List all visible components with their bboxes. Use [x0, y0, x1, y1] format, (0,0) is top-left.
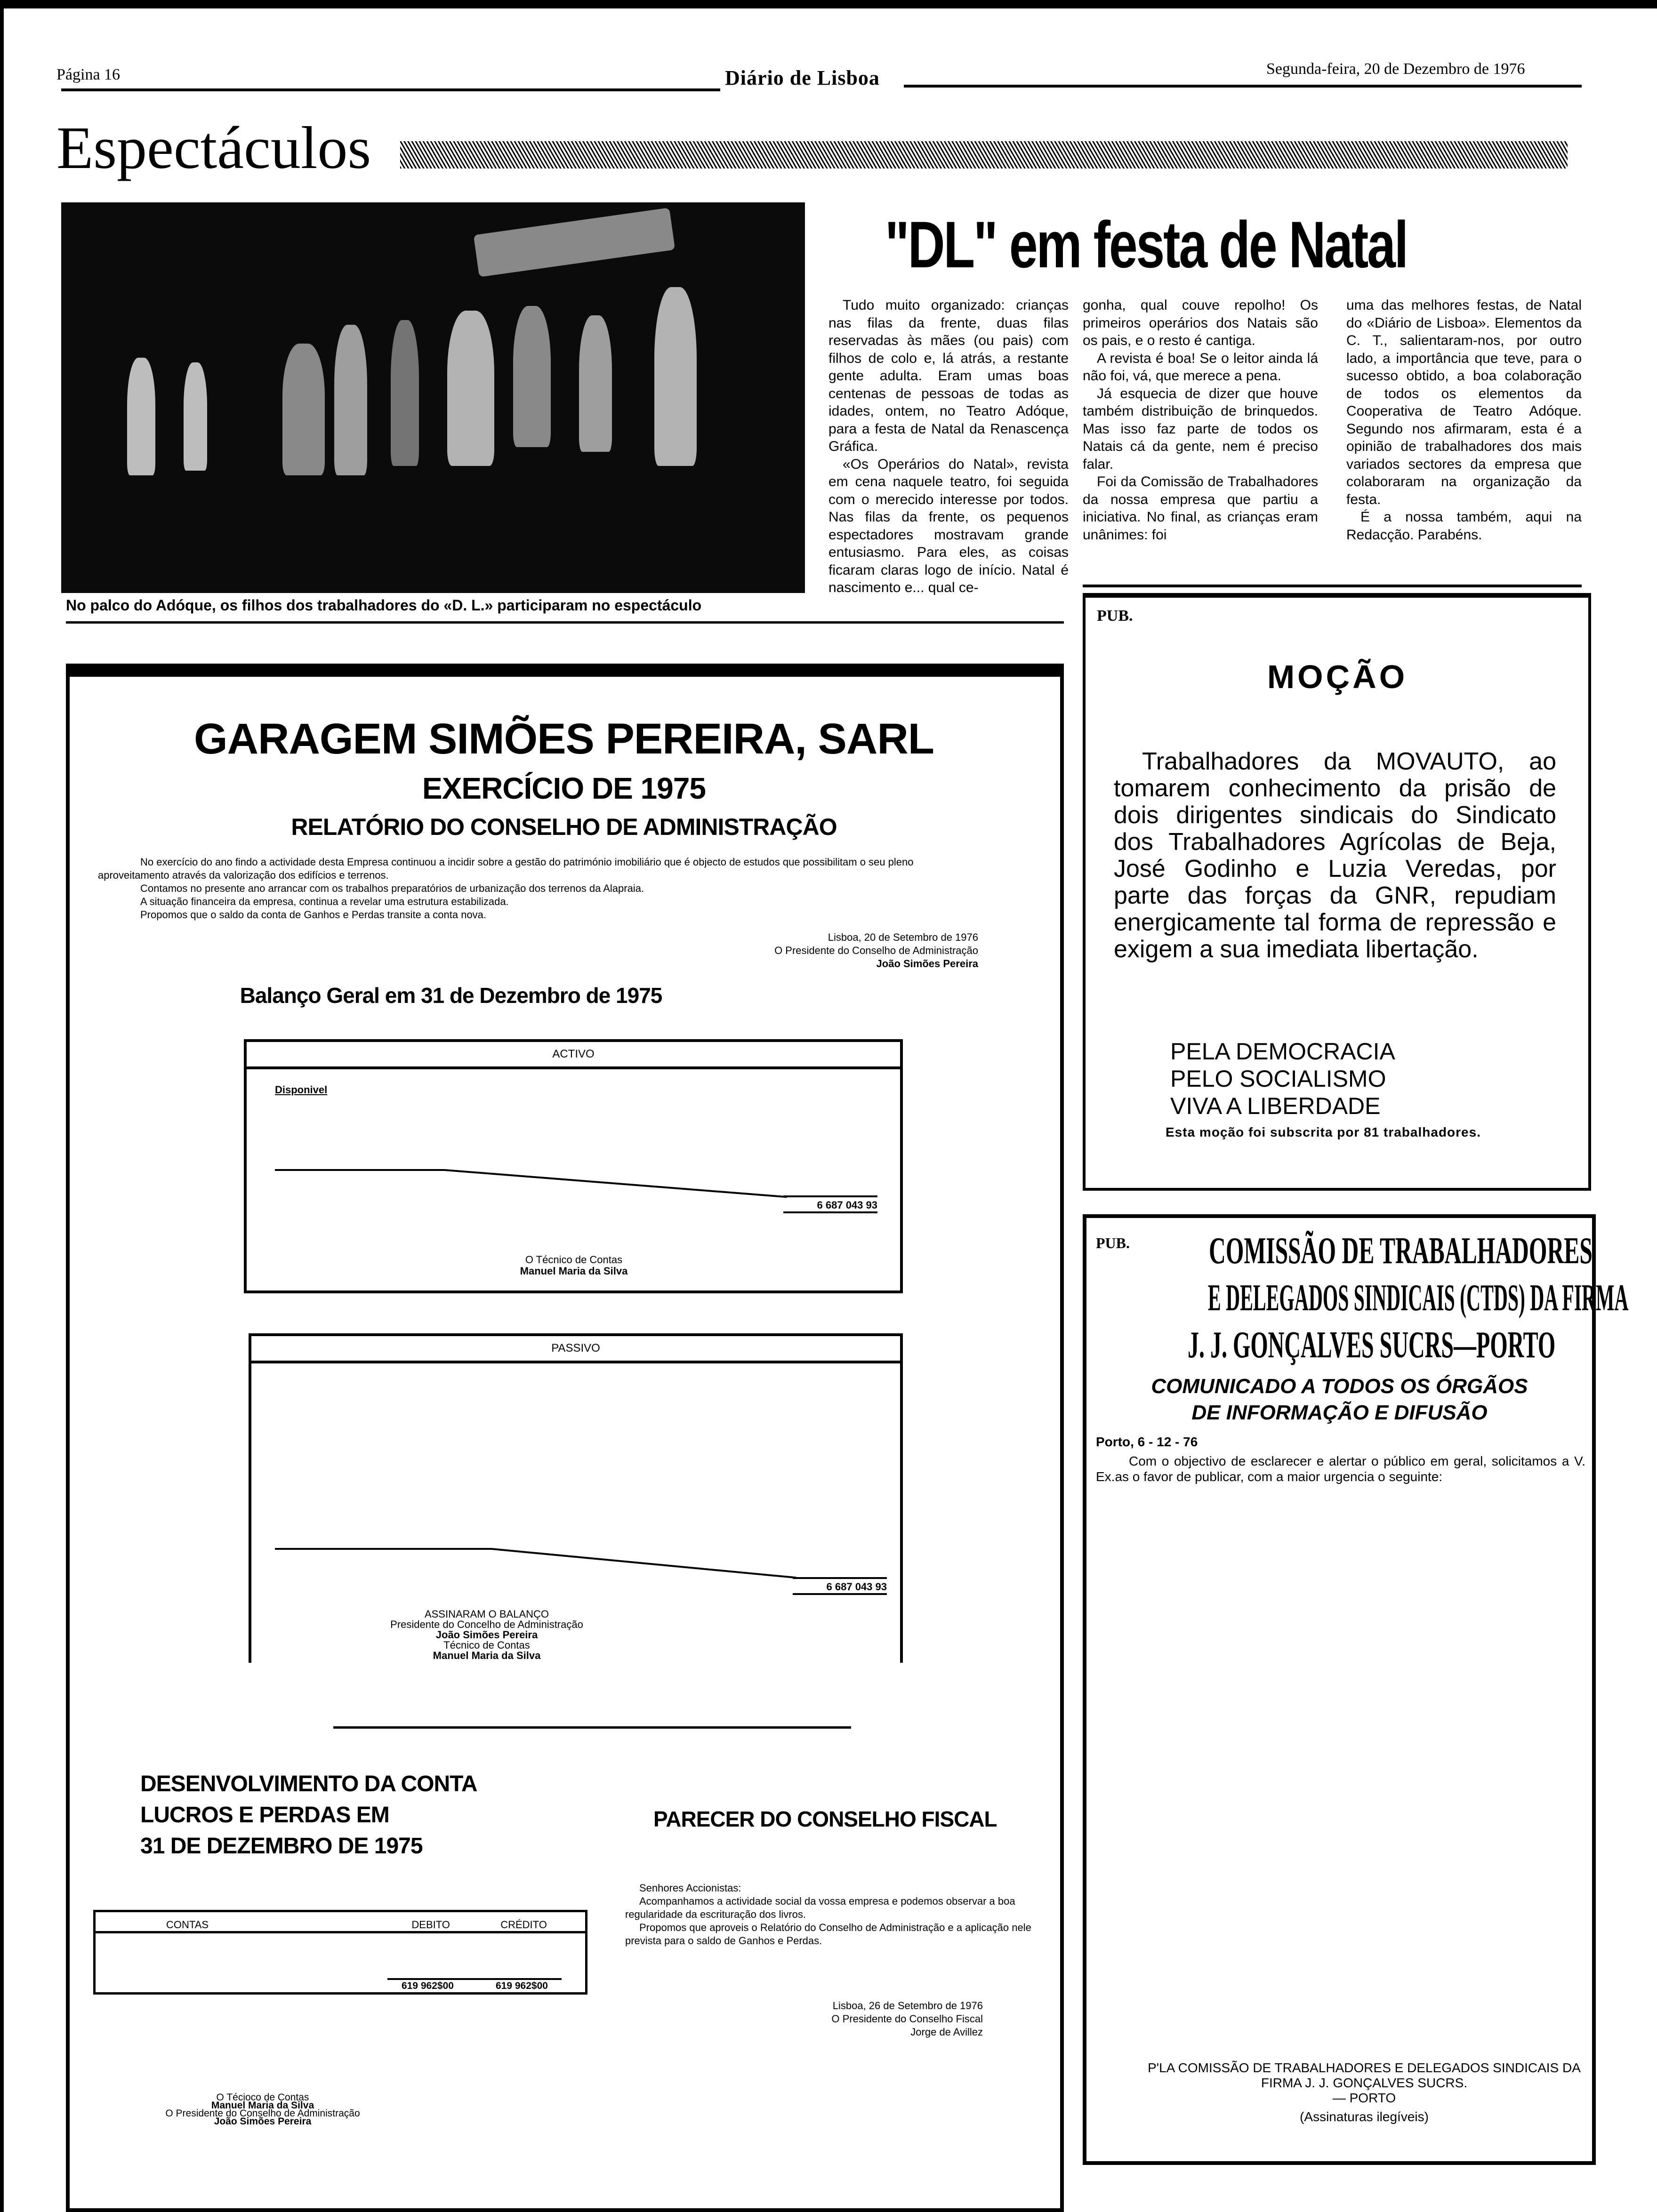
divider: [275, 1169, 444, 1171]
divider: [275, 1548, 491, 1550]
title-line: COMISSÃO DE TRABALHADORES: [1209, 1230, 1593, 1272]
article-column-2: [1083, 297, 1318, 544]
masthead-rule-right: [904, 85, 1582, 88]
col-header: CRÉDITO: [500, 1919, 547, 1931]
passivo-header: PASSIVO: [251, 1336, 900, 1363]
section-divider: [333, 1726, 851, 1729]
sign-role: Técnico de Contas: [443, 1639, 530, 1651]
section-hatch-bar: [400, 141, 1568, 168]
report-paragraph: A situação financeira da empresa, continua a revelar uma estrutura estabilizada.: [140, 896, 509, 907]
passivo-grand-total: 6 687 043 93: [793, 1581, 887, 1595]
mocao-slogans: [1170, 1038, 1395, 1120]
paragraph: Propomos que aproveis o Relatório do Conselho de Administração e a aplicação nele prevista para o saldo de Ganhos e Perdas.: [625, 1922, 1031, 1947]
sign-name: João Simões Pereira: [876, 958, 978, 970]
lucros-total-debito: 619 962$00: [402, 1980, 454, 1991]
lucros-signatures: [117, 2093, 409, 2125]
fiscal-year-title: EXERCÍCIO DE 1975: [422, 771, 706, 805]
ctds-signature: [1143, 2060, 1585, 2124]
slogan: PELO SOCIALISMO: [1170, 1066, 1386, 1092]
article-headline: "DL" em festa de Natal: [885, 208, 1408, 281]
activo-header: ACTIVO: [247, 1042, 900, 1069]
ctds-intro: Com o objectivo de esclarecer e alertar o público em geral, solicitamos a V. Ex.as o favor de publicar, com a maior urgencia o seguinte:: [1096, 1454, 1585, 1484]
activo-sign-role: O Técnico de Contas: [525, 1254, 623, 1266]
parecer-title: PARECER DO CONSELHO FISCAL: [653, 1807, 997, 1831]
lucros-rows: [96, 1933, 585, 1938]
divider: [444, 1169, 787, 1198]
title-line: DESENVOLVIMENTO DA CONTA: [140, 1771, 477, 1796]
parecer-body: [625, 1882, 1068, 1948]
page-top-border: [0, 0, 1657, 8]
ctds-advert: [1083, 1214, 1629, 2165]
activo-sign-name: Manuel Maria da Silva: [520, 1265, 628, 1277]
ctds-title: [1086, 1227, 1629, 1369]
signature-line: — PORTO: [1332, 2091, 1396, 2105]
divider: [387, 1978, 562, 1980]
parecer-signature: [766, 1999, 983, 2039]
report-signature: [635, 931, 978, 970]
sign-name: Manuel Maria da Silva: [433, 1650, 541, 1661]
mocao-advert: [1083, 593, 1591, 1191]
sign-date: Lisboa, 26 de Setembro de 1976: [832, 2000, 983, 2012]
sign-role: O Presidente do Conselho de Administração: [774, 945, 978, 956]
report-paragraph: No exercício do ano findo a actividade desta Empresa continuou a incidir sobre a gestão do património imobiliário que é objecto de estudos que possibilitam o seu pleno aproveitamento através da valorização dos edifícios e terrenos.: [98, 856, 914, 881]
paragraph: «Os Operários do Natal», revista em cena naquele teatro, foi seguida com o merecido interesse por todos. Nas filas da frente, os pequenos espectadores mostravam grande entusiasmo. Para eles, as coisas ficaram claras logo de início. Natal é nascimento e... qual ce-: [828, 456, 1069, 595]
paragraph: gonha, qual couve repolho! Os primeiros operários dos Natais são os pais, e o resto é cantiga.: [1083, 297, 1318, 348]
activo-table: [244, 1039, 903, 1293]
title-line: E DELEGADOS SINDICAIS (CTDS) DA FIRMA: [1208, 1277, 1629, 1319]
sign-role: O Técioco de Contas: [216, 2092, 309, 2103]
sign-name: João Simões Pereira: [214, 2116, 312, 2127]
mocao-title: MOÇÃO: [1267, 658, 1408, 695]
slogan: PELA DEMOCRACIA: [1170, 1038, 1395, 1065]
pub-label: PUB.: [1097, 607, 1133, 625]
sign-heading: ASSINARAM O BALANÇO: [424, 1608, 549, 1620]
sign-role: O Presidente do Conselho Fiscal: [831, 2013, 983, 2025]
lucros-table: [93, 1910, 587, 1995]
paragraph: Já esquecia de dizer que houve também distribuição de brinquedos. Mas isso faz parte de todos os Natais cá da gente, nem é preciso falar.: [1083, 385, 1318, 472]
article-column-3: [1346, 297, 1582, 544]
subtitle-line: DE INFORMAÇÃO E DIFUSÃO: [1191, 1401, 1488, 1424]
lucros-title: [140, 1769, 477, 1862]
sign-role: O Presidente do Conselho de Administração: [165, 2108, 360, 2119]
passivo-table: [249, 1333, 903, 1663]
ctds-dateline: Porto, 6 - 12 - 76: [1096, 1435, 1198, 1449]
stage-photo: [61, 202, 805, 593]
subtitle-line: COMUNICADO A TODOS OS ÓRGÃOS: [1151, 1375, 1528, 1398]
ctds-subtitle: [1086, 1373, 1593, 1426]
sign-name: Manuel Maria da Silva: [211, 2100, 314, 2111]
report-paragraph: Propomos que o saldo da conta de Ganhos e Perdas transite a conta nova.: [140, 909, 487, 921]
divider: [491, 1548, 796, 1579]
activo-grand-total: 6 687 043 93: [783, 1199, 877, 1213]
passivo-signatures: [251, 1609, 722, 1661]
issue-date: Segunda-feira, 20 de Dezembro de 1976: [1266, 60, 1525, 78]
page-left-border: [0, 0, 4, 2212]
lucros-total-credito: 619 962$00: [496, 1980, 548, 1991]
balance-title: Balanço Geral em 31 de Dezembro de 1975: [240, 983, 662, 1008]
signature-line: P'LA COMISSÃO DE TRABALHADORES E DELEGADOS SINDICAIS DA FIRMA J. J. GONÇALVES SUCRS.: [1148, 2060, 1581, 2090]
slogan: VIVA A LIBERDADE: [1170, 1093, 1381, 1119]
title-line: J. J. GONÇALVES SUCRS—PORTO: [1188, 1324, 1556, 1366]
mocao-body: Trabalhadores da MOVAUTO, ao tomarem conhecimento da prisão de dois dirigentes sindicais do Sindicato dos Trabalhadores Agrícolas de Beja, José Godinho e Luzia Veredas, por parte das forças da GNR, repudiam energicamente tal forma de repressão e exigem a sua imediata libertação.: [1114, 748, 1556, 963]
article-rule: [1083, 585, 1582, 587]
title-line: 31 DE DEZEMBRO DE 1975: [140, 1834, 423, 1859]
sign-date: Lisboa, 20 de Setembro de 1976: [828, 931, 978, 943]
paragraph: Tudo muito organizado: crianças nas filas da frente, duas filas reservadas às mães (ou pais) com filhos de colo e, lá atrás, a restante gente adulta. Eram umas boas centenas de pessoas de todas as idades, ontem, no Teatro Adóque, para a festa de Natal da Renascença Gráfica.: [828, 297, 1069, 454]
mocao-footer: Esta moção foi subscrita por 81 trabalhadores.: [1166, 1125, 1481, 1139]
salutation: Senhores Accionistas:: [639, 1882, 741, 1894]
report-title: RELATÓRIO DO CONSELHO DE ADMINISTRAÇÃO: [291, 814, 837, 840]
masthead-rule-left: [61, 88, 720, 91]
balance-group-label: Disponivel: [275, 1084, 328, 1096]
company-title: GARAGEM SIMÕES PEREIRA, SARL: [194, 715, 934, 763]
col-header: DEBITO: [411, 1919, 450, 1931]
divider: [783, 1195, 877, 1197]
report-body: [98, 856, 983, 922]
page-number: Página 16: [56, 66, 121, 83]
paragraph: uma das melhores festas, de Natal do «Diário de Lisboa». Elementos da C. T., salientaram-nos, por outro lado, a importância que teve, para o sucesso obtido, a boa colaboração de todos os elementos da Cooperativa de Teatro Adóque. Segundo nos afirmaram, esta é a opinião de trabalhadores dos mais variados sectores da empresa que colaboraram na organização da festa.: [1346, 297, 1582, 507]
caption-rule: [66, 621, 1064, 624]
paragraph: A revista é boa! Se o leitor ainda lá não foi, vá, que merece a pena.: [1083, 350, 1318, 384]
photo-caption: No palco do Adóque, os filhos dos trabalhadores do «D. L.» participaram no espectáculo: [66, 597, 702, 614]
paragraph: É a nossa também, aqui na Redacção. Parabéns.: [1346, 509, 1582, 543]
title-line: LUCROS E PERDAS EM: [140, 1803, 389, 1827]
signature-note: (Assinaturas ilegíveis): [1300, 2109, 1429, 2124]
divider: [793, 1577, 887, 1579]
paragraph: Foi da Comissão de Trabalhadores da nossa empresa que partiu a iniciativa. No final, as crianças eram unânimes: foi: [1083, 474, 1318, 543]
sign-role: Presidente do Concelho de Administração: [390, 1619, 583, 1630]
section-title: Espectáculos: [56, 114, 371, 181]
sign-name: João Simões Pereira: [435, 1629, 538, 1641]
paragraph: Acompanhamos a actividade social da vossa empresa e podemos observar a boa regularidade da escrituração dos livros.: [625, 1895, 1015, 1920]
newspaper-name: Diário de Lisboa: [725, 66, 880, 89]
col-header: CONTAS: [166, 1919, 209, 1931]
article-column-1: [828, 297, 1069, 597]
garagem-advert: [66, 664, 1064, 2212]
pub-label: PUB.: [1096, 1234, 1130, 1251]
sign-name: Jorge de Avillez: [910, 2026, 983, 2038]
report-paragraph: Contamos no presente ano arrancar com os trabalhos preparatórios de urbanização dos terrenos da Alapraia.: [140, 882, 644, 894]
lucros-header-row: [96, 1912, 585, 1933]
